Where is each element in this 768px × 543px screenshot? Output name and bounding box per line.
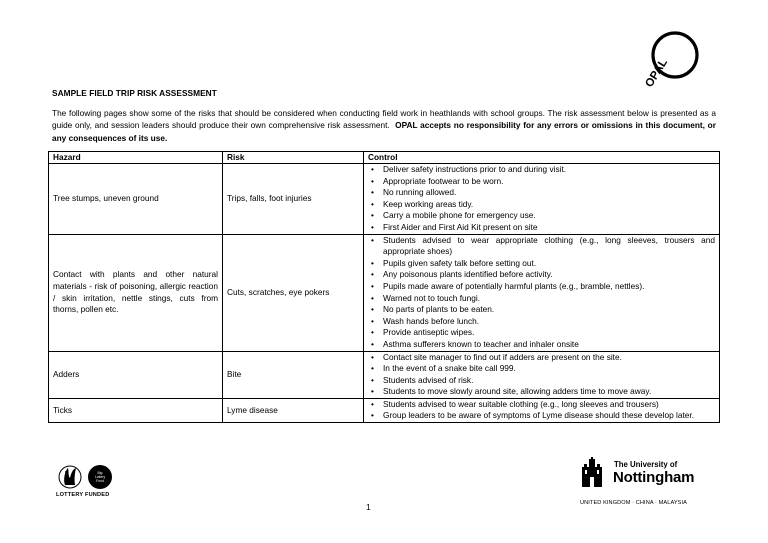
university-name-line1: The University of (614, 460, 678, 469)
table-row (49, 234, 720, 351)
control-cell (364, 164, 720, 235)
control-item: • Asthma sufferers known to teacher and inhaler onsite (370, 339, 715, 351)
table-row (49, 398, 720, 422)
control-item: • Warned not to touch fungi. (370, 293, 715, 305)
control-item: • First Aider and First Aid Kit present on site (370, 222, 715, 234)
svg-text:Big: Big (97, 471, 103, 475)
control-list (370, 399, 715, 422)
control-item: • In the event of a snake bite call 999. (370, 363, 715, 375)
hazard-cell: Ticks (49, 398, 223, 422)
table-header-row (49, 152, 720, 164)
control-item: • Students to move slowly around site, allowing adders time to move away. (370, 386, 715, 398)
hazard-cell: Tree stumps, uneven ground (49, 164, 223, 235)
control-cell (364, 351, 720, 398)
svg-text:Lottery: Lottery (94, 475, 106, 479)
opal-logo-icon (642, 28, 702, 90)
control-item: • No running allowed. (370, 187, 715, 199)
control-item: • Appropriate footwear to be worn. (370, 176, 715, 188)
header-control: Control (364, 152, 720, 164)
control-list (370, 352, 715, 398)
disclaimer-text: OPAL accepts no responsibility for any errors or omissions in this document, or any consequences of its use. (52, 120, 716, 143)
risk-assessment-table (48, 151, 720, 423)
university-tagline: UNITED KINGDOM · CHINA · MALAYSIA (580, 500, 688, 506)
control-item: • Students advised of risk. (370, 375, 715, 387)
intro-text: The following pages show some of the risks that should be considered when conducting field work in heathlands with school groups. The risk assessment below is presented as a guide only, and session leaders should produce their own comprehensive risk assessment. (52, 108, 716, 131)
control-item: • Deliver safety instructions prior to and during visit. (370, 164, 715, 176)
lottery-crossed-fingers-icon (59, 466, 81, 488)
control-list (370, 164, 715, 234)
svg-text:Fund: Fund (96, 479, 104, 483)
university-castle-crest-icon (580, 457, 604, 487)
risk-cell: Lyme disease (223, 398, 364, 422)
control-item: • Students advised to wear suitable clothing (e.g., long sleeves and trousers) (370, 399, 715, 411)
risk-cell: Bite (223, 351, 364, 398)
table-row (49, 351, 720, 398)
page-number: 1 (366, 502, 371, 512)
lottery-funded-label: LOTTERY FUNDED (56, 492, 110, 498)
control-cell (364, 234, 720, 351)
control-item: • Provide antiseptic wipes. (370, 327, 715, 339)
control-item: • Any poisonous plants identified before activity. (370, 269, 715, 281)
control-item: • Wash hands before lunch. (370, 316, 715, 328)
control-item: • Keep working areas tidy. (370, 199, 715, 211)
control-list (370, 235, 715, 351)
hazard-cell: Adders (49, 351, 223, 398)
control-item: • Pupils given safety talk before setting out. (370, 258, 715, 270)
risk-cell: Cuts, scratches, eye pokers (223, 234, 364, 351)
header-risk: Risk (223, 152, 364, 164)
big-lottery-fund-badge-icon (88, 465, 112, 489)
control-item: • No parts of plants to be eaten. (370, 304, 715, 316)
control-item: • Students advised to wear appropriate clothing (e.g., long sleeves, trousers and appropriate shoes) (370, 235, 715, 258)
hazard-cell: Contact with plants and other natural materials - risk of poisoning, allergic reaction / skin irritation, nettle stings, cuts from thorns, pollen etc. (49, 234, 223, 351)
table-row (49, 164, 720, 235)
control-item: • Contact site manager to find out if adders are present on the site. (370, 352, 715, 364)
opal-logo-text: OPAL (643, 56, 671, 90)
control-item: • Pupils made aware of potentially harmful plants (e.g., bramble, nettles). (370, 281, 715, 293)
control-item: • Carry a mobile phone for emergency use. (370, 210, 715, 222)
header-hazard: Hazard (49, 152, 223, 164)
intro-paragraph (52, 107, 716, 144)
university-name-line2: Nottingham (613, 469, 695, 486)
university-logo (580, 457, 700, 509)
document-title: SAMPLE FIELD TRIP RISK ASSESSMENT (52, 88, 217, 98)
control-cell (364, 398, 720, 422)
control-item: • Group leaders to be aware of symptoms of Lyme disease should these develop later. (370, 410, 715, 422)
risk-cell: Trips, falls, foot injuries (223, 164, 364, 235)
